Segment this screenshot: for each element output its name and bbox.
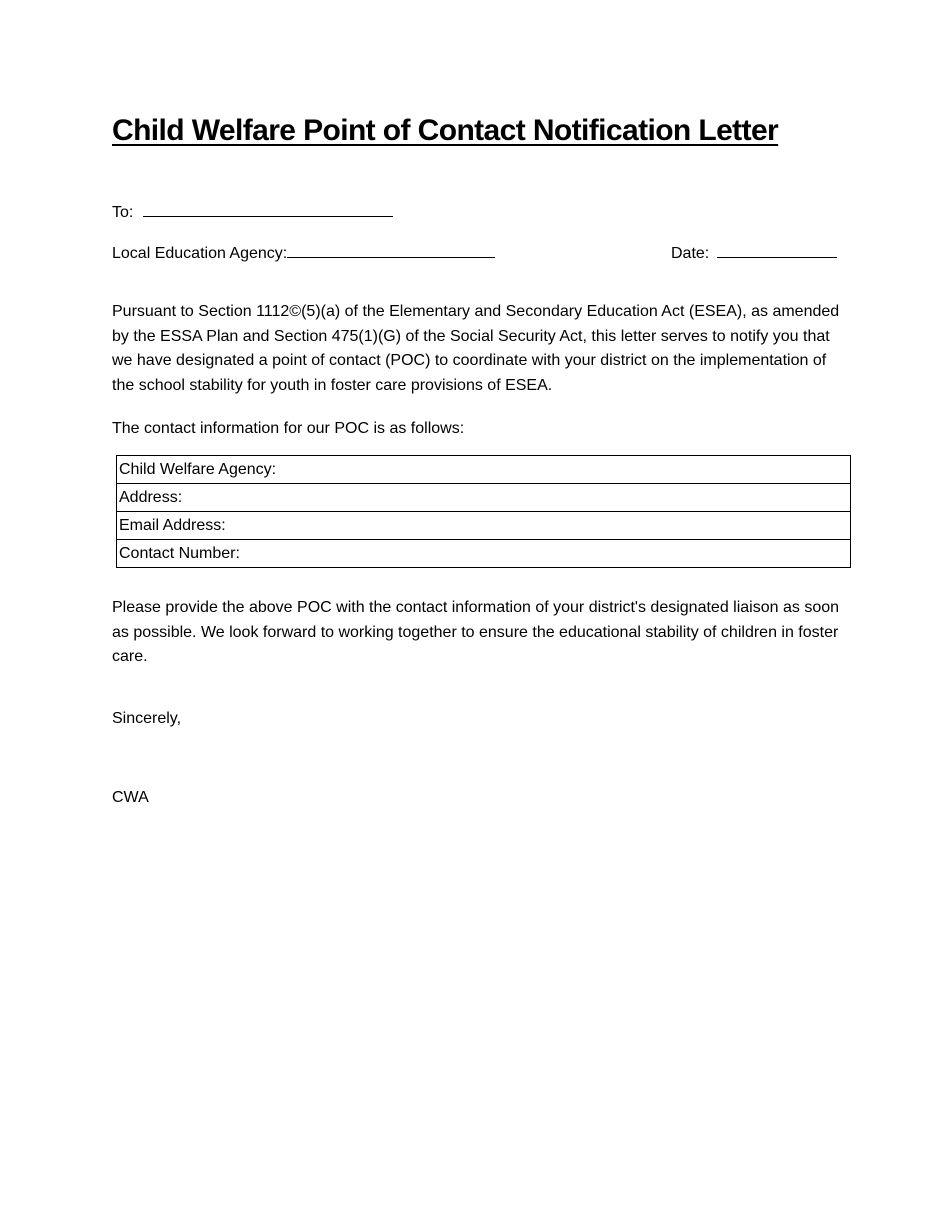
lea-blank-line[interactable] bbox=[287, 243, 495, 258]
address-cell[interactable]: Address: bbox=[117, 484, 851, 512]
table-row bbox=[117, 540, 851, 568]
table-row bbox=[117, 456, 851, 484]
signature-text: CWA bbox=[112, 789, 149, 806]
table-row bbox=[117, 512, 851, 540]
date-field-row bbox=[671, 243, 837, 263]
contact-number-cell[interactable]: Contact Number: bbox=[117, 540, 851, 568]
intro-paragraph: Pursuant to Section 1112©(5)(a) of the Elementary and Secondary Education Act (ESEA), as amended by the ESSA Plan and Section 475(1)(G) of the Social Security Act, this letter serves to notify you that we have designated a point of contact (POC) to coordinate with your district on the implementation of the school stability for youth in foster care provisions of ESEA. bbox=[112, 303, 840, 394]
page-title: Child Welfare Point of Contact Notification Letter bbox=[112, 114, 779, 147]
request-paragraph: Please provide the above POC with the contact information of your district's designated liaison as soon as possible. We look forward to working together to ensure the educational stability of children in foster care. bbox=[112, 599, 840, 665]
lea-label: Local Education Agency: bbox=[112, 245, 288, 262]
to-blank-line[interactable] bbox=[143, 202, 393, 217]
contact-intro-paragraph: The contact information for our POC is as follows: bbox=[112, 420, 465, 437]
poc-contact-table bbox=[116, 455, 851, 568]
email-cell[interactable]: Email Address: bbox=[117, 512, 851, 540]
closing-text: Sincerely, bbox=[112, 710, 182, 727]
to-field-row bbox=[112, 202, 393, 222]
agency-cell[interactable]: Child Welfare Agency: bbox=[117, 456, 851, 484]
to-label: To: bbox=[112, 204, 134, 221]
date-blank-line[interactable] bbox=[717, 243, 837, 258]
lea-field-row bbox=[112, 243, 495, 263]
table-row bbox=[117, 484, 851, 512]
date-label: Date: bbox=[671, 245, 710, 262]
